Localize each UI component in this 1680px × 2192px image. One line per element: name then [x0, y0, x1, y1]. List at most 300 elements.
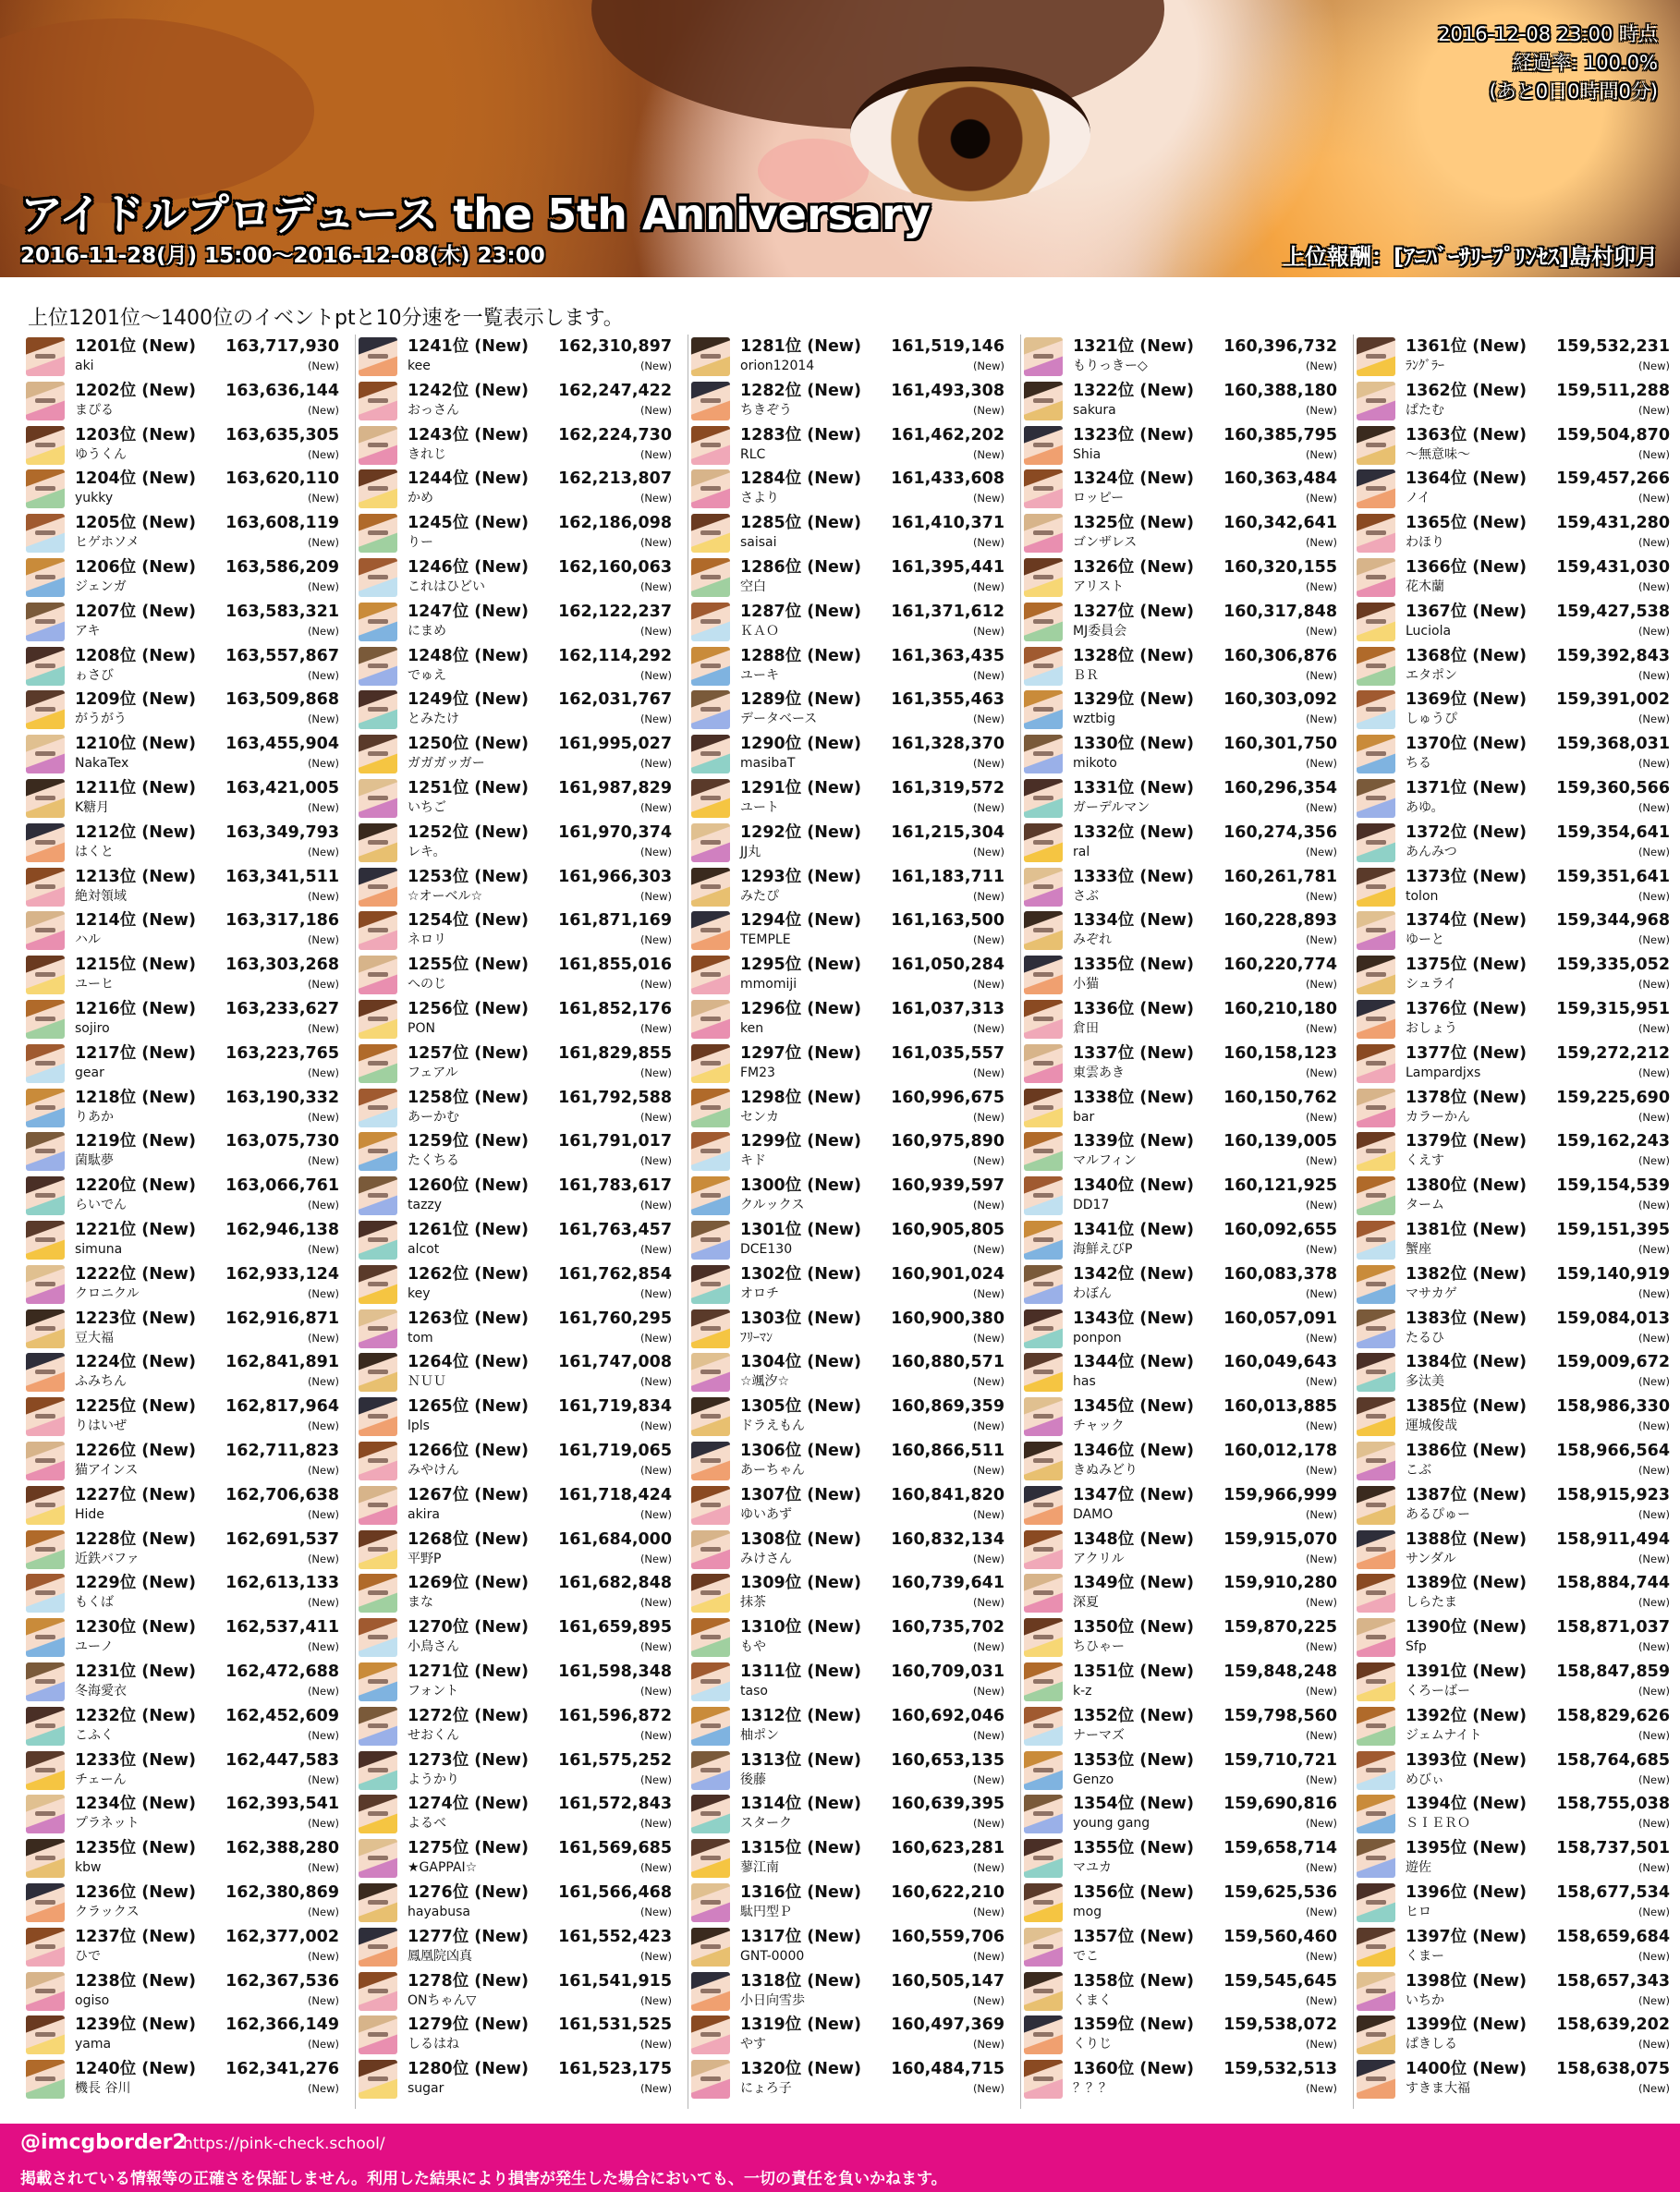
ten-min-speed: (New)	[639, 447, 672, 461]
rank-label: 1314位 (New)	[740, 1795, 861, 1814]
ranking-entry	[1024, 1615, 1343, 1660]
producer-name: ようかり	[408, 1772, 459, 1787]
event-points: 160,505,147	[891, 1971, 1004, 1991]
producer-name: mikoto	[1073, 756, 1117, 772]
ranking-entry	[1024, 1748, 1343, 1793]
rank-label: 1378位 (New)	[1406, 1088, 1527, 1107]
producer-name: しるはね	[408, 2037, 459, 2052]
ten-min-speed: (New)	[1637, 1464, 1670, 1477]
ranking-entry	[1024, 821, 1343, 865]
rank-label: 1346位 (New)	[1073, 1442, 1194, 1460]
idol-avatar	[1024, 1000, 1063, 1039]
idol-avatar	[26, 1132, 65, 1171]
event-points: 161,410,371	[891, 514, 1004, 533]
event-points: 159,915,070	[1223, 1529, 1337, 1549]
rank-label: 1201位 (New)	[75, 337, 196, 356]
producer-name: tom	[408, 1330, 433, 1346]
producer-name: GNT-0000	[740, 1948, 805, 1964]
event-points: 160,832,134	[891, 1529, 1004, 1549]
ten-min-speed: (New)	[1305, 1772, 1337, 1786]
ten-min-speed: (New)	[639, 580, 672, 593]
rank-label: 1380位 (New)	[1406, 1176, 1527, 1196]
event-points: 159,560,460	[1223, 1927, 1337, 1946]
ranking-entry	[1357, 1041, 1675, 1086]
idol-avatar	[1357, 1442, 1395, 1480]
ranking-entry	[1024, 953, 1343, 997]
idol-avatar	[1357, 823, 1395, 862]
idol-avatar	[26, 1795, 65, 1833]
ranking-entry	[26, 1615, 345, 1660]
rank-label: 1215位 (New)	[75, 956, 196, 975]
ranking-entry	[1024, 1041, 1343, 1086]
event-points: 161,659,895	[558, 1618, 672, 1638]
producer-name: もくば	[75, 1595, 114, 1611]
rank-label: 1236位 (New)	[75, 1883, 196, 1902]
ten-min-speed: (New)	[639, 1066, 672, 1079]
rank-label: 1210位 (New)	[75, 735, 196, 754]
idol-avatar	[1357, 1309, 1395, 1348]
producer-name: saisai	[740, 535, 777, 551]
disclaimer: 掲載されている情報等の正確さを保証しません。利用した結果により損害が発生した場合においても、一切の責任を負いかねます。	[20, 2170, 947, 2188]
producer-name: ゴンザレス	[1073, 535, 1138, 551]
rank-label: 1222位 (New)	[75, 1264, 196, 1284]
idol-avatar	[359, 337, 397, 376]
event-points: 160,905,805	[891, 1221, 1004, 1239]
event-points: 158,847,859	[1556, 1662, 1670, 1681]
producer-name: ken	[740, 1021, 764, 1036]
rank-label: 1301位 (New)	[740, 1221, 861, 1239]
producer-name: ゎさび	[75, 667, 114, 683]
ranking-entry	[1357, 1129, 1675, 1174]
event-points: 161,598,348	[558, 1662, 672, 1681]
idol-avatar	[1357, 426, 1395, 465]
producer-name: 駄円型Ｐ	[740, 1905, 792, 1919]
rank-label: 1265位 (New)	[408, 1397, 529, 1417]
idol-avatar	[26, 1574, 65, 1613]
ten-min-speed: (New)	[972, 1817, 1004, 1831]
producer-name: DCE130	[740, 1242, 793, 1257]
event-points: 159,368,031	[1556, 735, 1670, 754]
producer-name: K糖月	[75, 800, 110, 815]
producer-name: mog	[1073, 1905, 1102, 1919]
ten-min-speed: (New)	[1305, 845, 1337, 859]
idol-avatar	[359, 647, 397, 686]
rank-label: 1208位 (New)	[75, 646, 196, 665]
rank-label: 1298位 (New)	[740, 1088, 861, 1107]
event-points: 160,939,597	[891, 1176, 1004, 1196]
rank-label: 1246位 (New)	[408, 558, 529, 577]
producer-name: とみたけ	[408, 712, 459, 727]
rank-label: 1337位 (New)	[1073, 1043, 1194, 1063]
producer-name: ＮＵＵ	[408, 1374, 446, 1390]
event-points: 162,247,422	[558, 381, 672, 400]
producer-name: ★GAPPAI☆	[408, 1860, 478, 1876]
rank-label: 1358位 (New)	[1073, 1971, 1194, 1991]
time-remaining: (あと0日0時間0分)	[1489, 80, 1658, 103]
status-stamp	[1438, 20, 1658, 106]
ten-min-speed: (New)	[972, 1906, 1004, 1918]
ranking-entry	[359, 1439, 677, 1483]
ten-min-speed: (New)	[1637, 447, 1670, 461]
idol-avatar	[26, 558, 65, 597]
ten-min-speed: (New)	[1637, 1993, 1670, 2007]
producer-name: MJ委員会	[1073, 623, 1127, 639]
ten-min-speed: (New)	[1305, 1949, 1337, 1963]
ten-min-speed: (New)	[307, 1772, 339, 1786]
event-points: 159,391,002	[1556, 690, 1670, 710]
ten-min-speed: (New)	[639, 1552, 672, 1565]
event-points: 160,900,380	[891, 1309, 1004, 1328]
rank-label: 1273位 (New)	[408, 1750, 529, 1770]
idol-avatar	[1024, 1132, 1063, 1171]
ten-min-speed: (New)	[1637, 668, 1670, 682]
twitter-handle[interactable]: @imcgborder2	[20, 2131, 187, 2154]
rank-label: 1398位 (New)	[1406, 1971, 1527, 1991]
ten-min-speed: (New)	[972, 1419, 1004, 1433]
producer-name: sakura	[1073, 402, 1116, 418]
ranking-entry	[359, 600, 677, 644]
ranking-entry	[359, 1174, 677, 1218]
ten-min-speed: (New)	[1637, 1728, 1670, 1742]
event-points: 161,462,202	[891, 425, 1004, 444]
ranking-entry	[1357, 511, 1675, 555]
rank-label: 1336位 (New)	[1073, 1000, 1194, 1018]
idol-avatar	[359, 823, 397, 862]
producer-name: りはいぜ	[75, 1419, 127, 1434]
ranking-entry	[691, 1969, 1010, 2014]
idol-avatar	[1357, 1751, 1395, 1790]
idol-avatar	[1024, 1176, 1063, 1215]
ten-min-speed: (New)	[1637, 1685, 1670, 1698]
ten-min-speed: (New)	[307, 1861, 339, 1875]
rank-label: 1282位 (New)	[740, 381, 861, 400]
ten-min-speed: (New)	[1305, 1331, 1337, 1345]
ten-min-speed: (New)	[1637, 536, 1670, 550]
event-points: 160,901,024	[891, 1264, 1004, 1284]
ten-min-speed: (New)	[1305, 1375, 1337, 1389]
idol-avatar	[359, 1618, 397, 1657]
ten-min-speed: (New)	[1305, 1906, 1337, 1918]
rank-label: 1354位 (New)	[1073, 1795, 1194, 1814]
ten-min-speed: (New)	[972, 889, 1004, 903]
idol-avatar	[359, 1883, 397, 1922]
event-points: 161,035,557	[891, 1043, 1004, 1063]
idol-avatar	[359, 1132, 397, 1171]
rank-label: 1258位 (New)	[408, 1088, 529, 1107]
rank-label: 1275位 (New)	[408, 1839, 529, 1858]
ten-min-speed: (New)	[1637, 359, 1670, 372]
rank-label: 1385位 (New)	[1406, 1397, 1527, 1417]
producer-name: ☆オーベル☆	[408, 888, 483, 904]
event-points: 161,763,457	[558, 1221, 672, 1239]
ranking-entry	[359, 821, 677, 865]
producer-name: まぴる	[75, 402, 114, 418]
event-points: 162,366,149	[225, 2015, 339, 2035]
ten-min-speed: (New)	[639, 1243, 672, 1256]
idol-avatar	[1357, 603, 1395, 641]
rank-label: 1274位 (New)	[408, 1795, 529, 1814]
event-points: 160,739,641	[891, 1574, 1004, 1593]
producer-name: でこ	[1073, 1948, 1099, 1964]
ranking-entry	[1357, 821, 1675, 865]
rank-label: 1399位 (New)	[1406, 2015, 1527, 2035]
ranking-entry	[26, 1528, 345, 1572]
ten-min-speed: (New)	[639, 1949, 672, 1963]
producer-name: アクリル	[1073, 1551, 1125, 1566]
producer-name: FM23	[740, 1065, 775, 1080]
event-points: 163,717,930	[225, 337, 339, 356]
rank-label: 1267位 (New)	[408, 1485, 529, 1504]
ranking-entry	[691, 865, 1010, 909]
producer-name: 猫アインス	[75, 1463, 139, 1478]
event-points: 163,421,005	[225, 779, 339, 798]
idol-avatar	[26, 1221, 65, 1260]
event-points: 163,557,867	[225, 646, 339, 665]
rank-label: 1290位 (New)	[740, 735, 861, 754]
rank-label: 1356位 (New)	[1073, 1883, 1194, 1902]
rank-label: 1281位 (New)	[740, 337, 861, 356]
event-points: 159,538,072	[1223, 2015, 1337, 2035]
rank-label: 1230位 (New)	[75, 1618, 196, 1638]
ten-min-speed: (New)	[1305, 1552, 1337, 1565]
rank-label: 1248位 (New)	[408, 646, 529, 665]
producer-name: tolon	[1406, 888, 1439, 904]
ranking-entry	[26, 1086, 345, 1130]
event-points: 160,261,781	[1223, 867, 1337, 886]
rank-label: 1377位 (New)	[1406, 1043, 1527, 1063]
ten-min-speed: (New)	[639, 668, 672, 682]
producer-name: k-z	[1073, 1684, 1092, 1699]
idol-avatar	[691, 779, 730, 818]
ten-min-speed: (New)	[1305, 403, 1337, 417]
idol-avatar	[1024, 337, 1063, 376]
idol-avatar	[1024, 1795, 1063, 1833]
ranking-entry	[1024, 1925, 1343, 1969]
ten-min-speed: (New)	[639, 2038, 672, 2052]
producer-name: 絶対領域	[75, 888, 127, 904]
ten-min-speed: (New)	[307, 536, 339, 550]
ranking-entry	[1024, 865, 1343, 909]
event-points: 162,341,276	[225, 2060, 339, 2079]
rank-label: 1330位 (New)	[1073, 735, 1194, 754]
ten-min-speed: (New)	[1637, 1861, 1670, 1875]
ten-min-speed: (New)	[307, 1419, 339, 1433]
idol-avatar	[26, 1662, 65, 1701]
ranking-entry	[26, 600, 345, 644]
ten-min-speed: (New)	[972, 1199, 1004, 1212]
producer-name: 小鳥さん	[408, 1639, 459, 1655]
event-points: 159,532,513	[1223, 2060, 1337, 2079]
ranking-entry	[26, 997, 345, 1041]
event-points: 161,050,284	[891, 956, 1004, 975]
idol-avatar	[691, 1221, 730, 1260]
idol-avatar	[691, 1795, 730, 1833]
rank-label: 1357位 (New)	[1073, 1927, 1194, 1946]
ten-min-speed: (New)	[307, 1066, 339, 1079]
ranking-entry	[691, 379, 1010, 423]
ranking-entry	[359, 1350, 677, 1394]
idol-avatar	[1024, 911, 1063, 950]
event-points: 162,711,823	[225, 1442, 339, 1460]
idol-avatar	[359, 1530, 397, 1569]
rank-label: 1285位 (New)	[740, 514, 861, 533]
ranking-entry	[691, 1748, 1010, 1793]
ten-min-speed: (New)	[1305, 668, 1337, 682]
producer-name: kbw	[75, 1860, 102, 1876]
idol-avatar	[691, 1530, 730, 1569]
ten-min-speed: (New)	[1637, 1507, 1670, 1521]
timestamp: 2016-12-08 23:00 時点	[1438, 23, 1658, 45]
ten-min-speed: (New)	[307, 978, 339, 992]
producer-name: Luciola	[1406, 623, 1452, 639]
rank-label: 1300位 (New)	[740, 1176, 861, 1196]
ten-min-speed: (New)	[639, 1464, 672, 1477]
ranking-entry	[691, 1528, 1010, 1572]
ranking-entry	[359, 1748, 677, 1793]
event-points: 162,916,871	[225, 1309, 339, 1328]
event-points: 161,719,065	[558, 1442, 672, 1460]
ten-min-speed: (New)	[639, 1772, 672, 1786]
ten-min-speed: (New)	[1305, 1728, 1337, 1742]
rank-label: 1370位 (New)	[1406, 735, 1527, 754]
ten-min-speed: (New)	[972, 1331, 1004, 1345]
idol-avatar	[1024, 1309, 1063, 1348]
ranking-entry	[1024, 908, 1343, 953]
idol-avatar	[1024, 1044, 1063, 1083]
event-points: 160,342,641	[1223, 514, 1337, 533]
idol-avatar	[26, 1044, 65, 1083]
event-points: 159,427,538	[1556, 602, 1670, 621]
ten-min-speed: (New)	[307, 1331, 339, 1345]
ranking-entry	[359, 1969, 677, 2014]
producer-name: へのじ	[408, 977, 446, 992]
ranking-entry	[359, 908, 677, 953]
idol-avatar	[1357, 2015, 1395, 2054]
ranking-entry	[26, 511, 345, 555]
rank-label: 1367位 (New)	[1406, 602, 1527, 621]
rank-label: 1372位 (New)	[1406, 822, 1527, 842]
ten-min-speed: (New)	[972, 801, 1004, 814]
idol-avatar	[1357, 1397, 1395, 1436]
ten-min-speed: (New)	[972, 668, 1004, 682]
idol-avatar	[1024, 1486, 1063, 1525]
producer-name: たくちる	[408, 1153, 459, 1169]
rank-label: 1375位 (New)	[1406, 956, 1527, 975]
idol-avatar	[1024, 2015, 1063, 2054]
idol-avatar	[359, 426, 397, 465]
idol-avatar	[26, 1000, 65, 1039]
ranking-entry	[359, 1925, 677, 1969]
producer-name: 花木蘭	[1406, 579, 1444, 594]
rank-label: 1340位 (New)	[1073, 1176, 1194, 1196]
column-divider	[1020, 335, 1021, 2109]
event-points: 162,706,638	[225, 1485, 339, 1504]
idol-avatar	[359, 690, 397, 729]
producer-name: 空白	[740, 579, 766, 594]
ranking-entry	[359, 511, 677, 555]
event-points: 160,274,356	[1223, 822, 1337, 842]
ranking-entry	[1357, 1394, 1675, 1439]
idol-avatar	[1357, 779, 1395, 818]
rank-label: 1257位 (New)	[408, 1043, 529, 1063]
ranking-entry	[359, 644, 677, 688]
producer-name: よるべ	[408, 1816, 446, 1832]
ranking-entry	[359, 1307, 677, 1351]
producer-name: ONちゃん▽	[408, 1992, 477, 2008]
idol-avatar	[359, 1839, 397, 1878]
rank-label: 1349位 (New)	[1073, 1574, 1194, 1593]
producer-name: おっさん	[408, 402, 459, 418]
event-points: 161,531,525	[558, 2015, 672, 2035]
rank-label: 1365位 (New)	[1406, 514, 1527, 533]
idol-avatar	[26, 956, 65, 994]
producer-name: マルフィン	[1073, 1153, 1137, 1169]
ranking-entry	[691, 511, 1010, 555]
idol-avatar	[26, 1751, 65, 1790]
rank-label: 1206位 (New)	[75, 558, 196, 577]
ranking-entry	[691, 1439, 1010, 1483]
producer-name: ひで	[75, 1948, 101, 1964]
event-points: 162,388,280	[225, 1839, 339, 1858]
idol-avatar	[691, 1265, 730, 1304]
ten-min-speed: (New)	[307, 492, 339, 505]
ranking-entry	[359, 1129, 677, 1174]
rank-label: 1400位 (New)	[1406, 2060, 1527, 2079]
event-points: 161,760,295	[558, 1309, 672, 1328]
ranking-entry	[1024, 644, 1343, 688]
ten-min-speed: (New)	[307, 933, 339, 947]
ten-min-speed: (New)	[1637, 1286, 1670, 1300]
producer-name: センカ	[740, 1109, 779, 1125]
ten-min-speed: (New)	[972, 1949, 1004, 1963]
ranking-entry	[359, 1041, 677, 1086]
ten-min-speed: (New)	[1305, 978, 1337, 992]
idol-avatar	[359, 779, 397, 818]
rank-label: 1304位 (New)	[740, 1353, 861, 1372]
idol-avatar	[26, 514, 65, 553]
ranking-entry	[26, 379, 345, 423]
ranking-entry	[26, 1041, 345, 1086]
ranking-entry	[691, 1925, 1010, 1969]
ten-min-speed: (New)	[307, 1596, 339, 1610]
producer-name: mmomiji	[740, 977, 797, 992]
rank-label: 1329位 (New)	[1073, 690, 1194, 710]
producer-name: ogiso	[75, 1992, 110, 2008]
producer-name: サンダル	[1406, 1551, 1456, 1566]
idol-avatar	[26, 337, 65, 376]
ranking-entry	[1024, 555, 1343, 600]
ten-min-speed: (New)	[1305, 1066, 1337, 1079]
producer-name: orion12014	[740, 359, 815, 373]
rank-label: 1235位 (New)	[75, 1839, 196, 1858]
ranking-entry	[1024, 1881, 1343, 1925]
ten-min-speed: (New)	[307, 1464, 339, 1477]
ranking-entry	[26, 1660, 345, 1704]
event-points: 160,092,655	[1223, 1221, 1337, 1239]
rank-label: 1393位 (New)	[1406, 1750, 1527, 1770]
idol-avatar	[1024, 1397, 1063, 1436]
rank-label: 1262位 (New)	[408, 1264, 529, 1284]
ten-min-speed: (New)	[639, 1199, 672, 1212]
site-link[interactable]: https://pink-check.school/	[183, 2135, 385, 2153]
event-points: 160,653,135	[891, 1750, 1004, 1770]
ranking-entry	[1357, 1528, 1675, 1572]
ten-min-speed: (New)	[1305, 492, 1337, 505]
rank-label: 1362位 (New)	[1406, 381, 1527, 400]
ranking-entry	[1357, 1615, 1675, 1660]
ten-min-speed: (New)	[1305, 1243, 1337, 1256]
producer-name: いちか	[1406, 1992, 1444, 2008]
